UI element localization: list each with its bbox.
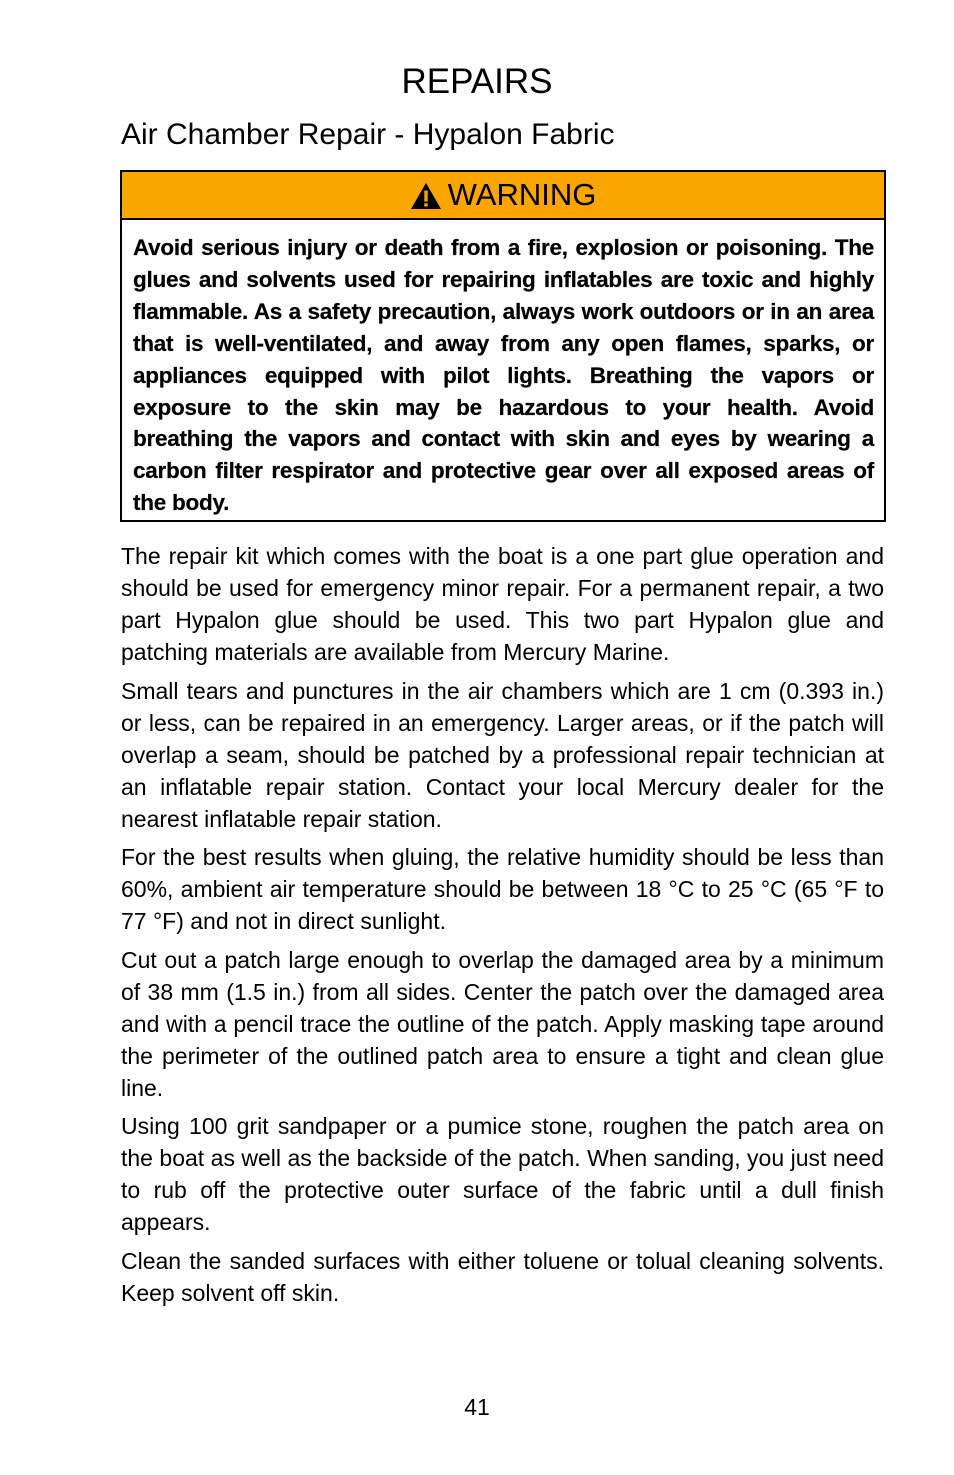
page-number: 41: [464, 1394, 490, 1420]
paragraph: Cut out a patch large enough to overlap the damaged area by a minimum of 38 mm (1.5 in.) from all sides. Center the patch over the damaged area and with a pencil trace the outline of the patch. Apply masking tape around the perimeter of the outlined patch area to ensure a tight and clean glue line.: [121, 946, 884, 1101]
page-title: REPAIRS: [401, 62, 553, 101]
warning-header: [122, 172, 884, 220]
warning-label: WARNING: [447, 177, 597, 212]
body-text: [121, 540, 884, 1315]
paragraph: The repair kit which comes with the boat is a one part glue operation and should be used for emergency minor repair. For a permanent repair, a two part Hypalon glue should be used. This two part Hypalon glue and patching materials are available from Mercury Marine.: [121, 543, 884, 665]
warning-box: [120, 170, 886, 522]
paragraph: For the best results when gluing, the relative humidity should be less than 60%, ambient air temperature should be between 18 °C to 25 °C (65 °F to 77 °F) and not in direct sunlight.: [121, 844, 884, 934]
paragraph: Using 100 grit sandpaper or a pumice stone, roughen the patch area on the boat as well as the backside of the patch. When sanding, you just need to rub off the protective outer surface of the fabric until a dull finish appears.: [121, 1113, 884, 1235]
warning-text: Avoid serious injury or death from a fire, explosion or poisoning. The glues and solvents used for repairing inflatables are toxic and highly flammable. As a safety precaution, always work outdoors or in an area that is well-ventilated, and away from any open flames, sparks, or appliances equipped with pilot lights. Breathing the vapors or exposure to the skin may be hazardous to your health. Avoid breathing the vapors and contact with skin and eyes by wearing a carbon filter respirator and protective gear over all exposed areas of the body.: [133, 235, 874, 516]
warning-triangle-icon: [410, 182, 442, 210]
paragraph: Clean the sanded surfaces with either toluene or tolual cleaning solvents. Keep solvent off skin.: [121, 1247, 884, 1306]
paragraph: Small tears and punctures in the air chambers which are 1 cm (0.393 in.) or less, can be repaired in an emergency. Larger areas, or if the patch will overlap a seam, should be patched by a professional repair technician at an inflatable repair station. Contact your local Mercury dealer for the nearest inflatable repair station.: [121, 677, 884, 832]
section-heading: Air Chamber Repair - Hypalon Fabric: [121, 118, 615, 151]
